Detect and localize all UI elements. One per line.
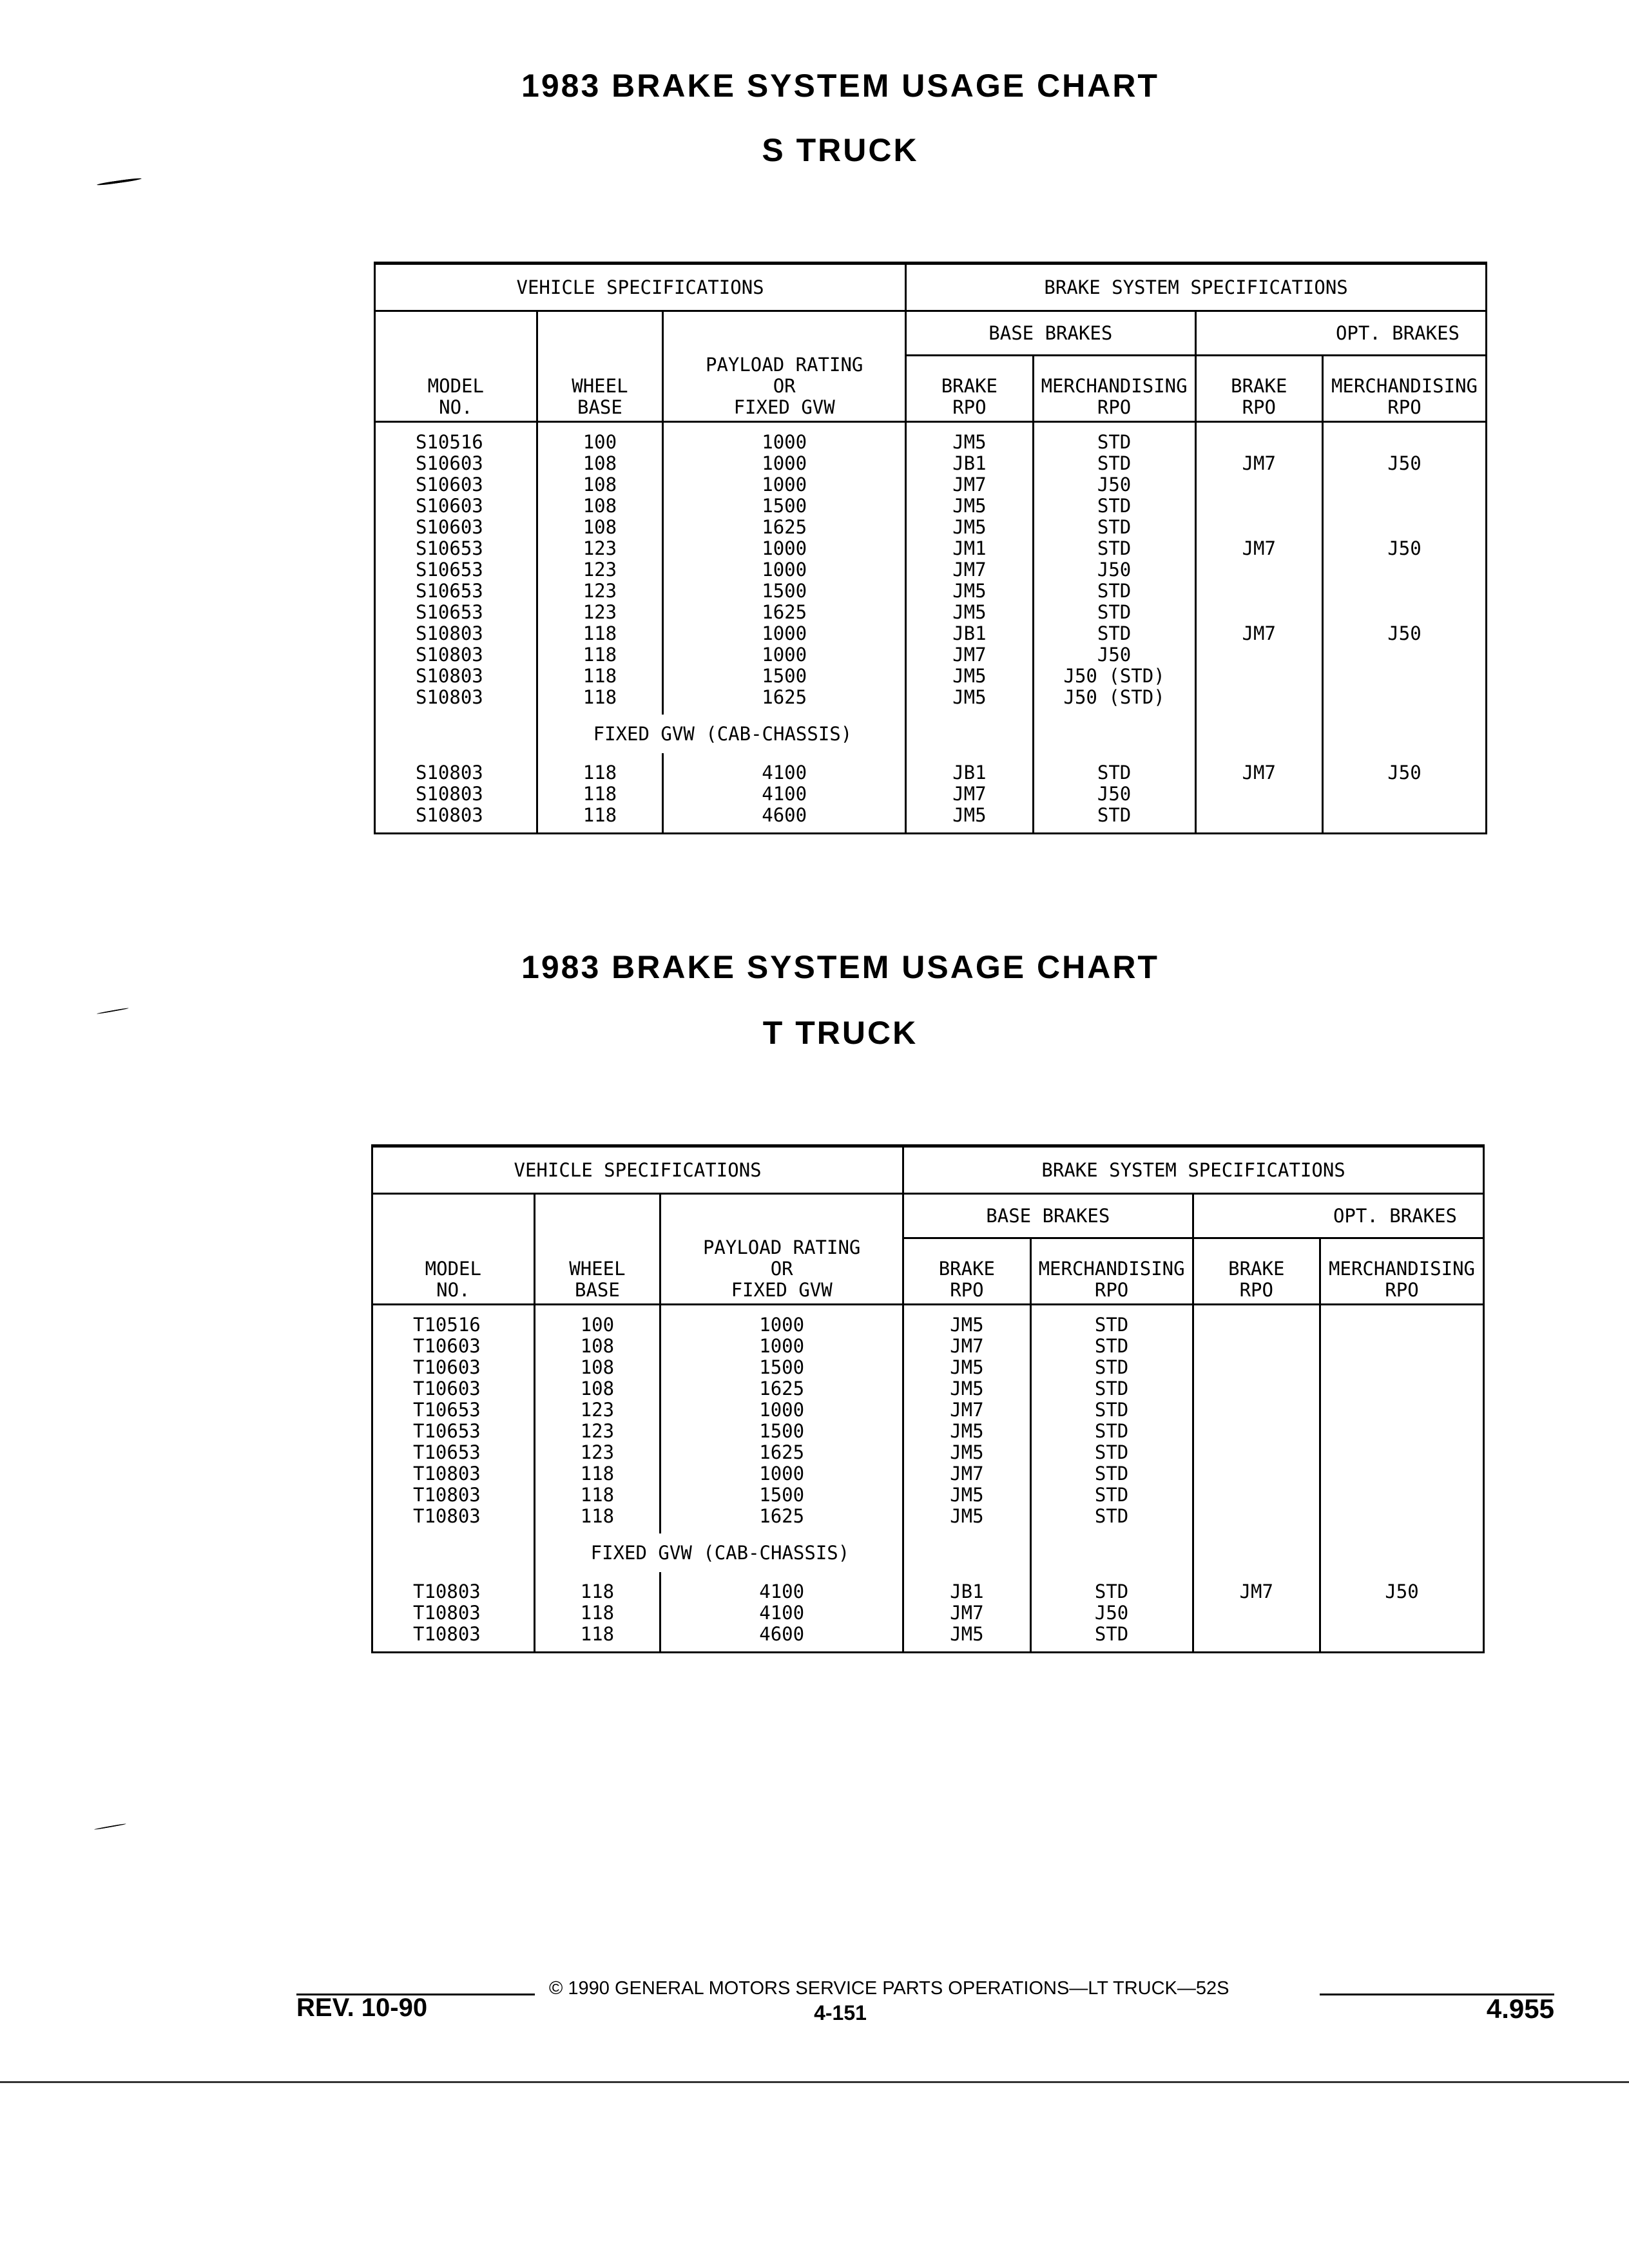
table-cell: 4100 <box>759 1602 805 1624</box>
table-cell: 118 <box>583 665 617 687</box>
table-cell: STD <box>1097 537 1132 559</box>
table-cell <box>1324 559 1485 581</box>
table-cell: 4600 <box>759 1623 805 1645</box>
table-cell: T10653 <box>413 1441 481 1463</box>
table-cell: 118 <box>580 1602 615 1624</box>
table-cell: 1000 <box>759 1399 805 1421</box>
table-cell: JM7 <box>1242 622 1276 644</box>
table-cell: T10603 <box>413 1356 481 1378</box>
table-cell: STD <box>1094 1463 1129 1485</box>
table-cell: J50 <box>1097 559 1132 581</box>
opt-brake-rpo-cell <box>1193 1572 1320 1653</box>
merch-rpo-cell <box>1030 1572 1193 1653</box>
opt-merch-rpo-header: MERCHANDISING RPO <box>1323 356 1487 422</box>
table-cell: S10803 <box>416 644 483 666</box>
table-row-block <box>372 1572 1484 1653</box>
footer-revision: REV. 10-90 <box>296 1994 428 2022</box>
table-cell <box>1321 1378 1483 1399</box>
table-cell <box>1321 1602 1483 1624</box>
table-cell: 1625 <box>762 516 807 538</box>
table-cell: 4600 <box>762 804 807 826</box>
table-cell: 1000 <box>762 474 807 495</box>
fixed-gvw-label: FIXED GVW (CAB-CHASSIS) <box>537 715 905 753</box>
vehicle-specs-header: VEHICLE SPECIFICATIONS <box>372 1146 903 1194</box>
model-header: MODEL NO. <box>375 311 537 422</box>
table-cell <box>1324 666 1485 687</box>
payload-header: PAYLOAD RATING OR FIXED GVW <box>660 1194 903 1305</box>
table-cell: 118 <box>580 1623 615 1645</box>
table-cell: STD <box>1097 804 1132 826</box>
table-cell: 1500 <box>762 580 807 602</box>
table-cell: STD <box>1097 622 1132 644</box>
table-cell: JM5 <box>952 665 987 687</box>
fixed-gvw-row <box>372 1533 1484 1572</box>
table-cell: 1625 <box>762 601 807 623</box>
table-cell <box>1194 1357 1320 1378</box>
table-cell: 118 <box>583 644 617 666</box>
spacer-cell <box>375 715 537 753</box>
table-cell: 1625 <box>762 686 807 708</box>
table-cell: 123 <box>583 580 617 602</box>
table-cell: 118 <box>583 622 617 644</box>
table-cell: JM5 <box>952 686 987 708</box>
table-cell: STD <box>1097 762 1132 783</box>
table-cell: STD <box>1094 1399 1129 1421</box>
table-cell: S10516 <box>416 431 483 453</box>
table-cell: T10803 <box>413 1463 481 1485</box>
table-cell: 118 <box>580 1484 615 1506</box>
table-cell: JM5 <box>952 601 987 623</box>
table-cell: J50 (STD) <box>1063 665 1165 687</box>
table-cell: JM7 <box>952 644 987 666</box>
table-cell: STD <box>1097 431 1132 453</box>
table-cell: 100 <box>583 431 617 453</box>
table-cell: 1000 <box>759 1335 805 1357</box>
table-cell: 123 <box>580 1441 615 1463</box>
table-cell: T10803 <box>413 1484 481 1506</box>
table-cell <box>1194 1378 1320 1399</box>
opt-brake-rpo-header: BRAKE RPO <box>1195 356 1323 422</box>
table-cell <box>1194 1421 1320 1442</box>
table-row-block <box>375 753 1487 834</box>
opt-merch-rpo-header: MERCHANDISING RPO <box>1320 1238 1484 1305</box>
spacer-cell <box>1320 1533 1484 1572</box>
table-cell: 1500 <box>762 665 807 687</box>
table-cell: STD <box>1094 1581 1129 1602</box>
table-cell: 108 <box>580 1356 615 1378</box>
spacer-cell <box>903 1533 1031 1572</box>
table-cell <box>1197 783 1322 805</box>
table-cell: JM5 <box>950 1441 984 1463</box>
model-cell <box>372 1305 535 1534</box>
s-chart-title: 1983 BRAKE SYSTEM USAGE CHART <box>521 68 1159 104</box>
opt-merch-rpo-cell <box>1320 1305 1484 1534</box>
table-cell <box>1321 1399 1483 1421</box>
table-cell <box>1324 474 1485 495</box>
table-row-block <box>372 1305 1484 1534</box>
table-cell <box>1194 1485 1320 1506</box>
footer-section-number: 4.955 <box>1486 1994 1554 2024</box>
table-cell: 108 <box>583 516 617 538</box>
merch-rpo-cell <box>1033 753 1195 834</box>
table-cell: JM5 <box>950 1484 984 1506</box>
table-cell: 4100 <box>762 762 807 783</box>
table-cell: 118 <box>583 804 617 826</box>
table-cell: J50 <box>1097 644 1132 666</box>
brake-rpo-cell <box>903 1572 1031 1653</box>
payload-cell <box>660 1305 903 1534</box>
table-cell: S10653 <box>416 580 483 602</box>
table-cell: 1000 <box>762 452 807 474</box>
table-cell: JM7 <box>950 1602 984 1624</box>
brake-rpo-header: BRAKE RPO <box>906 356 1034 422</box>
table-cell: JM5 <box>950 1623 984 1645</box>
table-cell: S10803 <box>416 783 483 805</box>
table-cell: 123 <box>583 601 617 623</box>
table-cell: T10803 <box>413 1602 481 1624</box>
wheelbase-cell <box>537 422 663 715</box>
footer-copyright: © 1990 GENERAL MOTORS SERVICE PARTS OPERATIONS—LT TRUCK—52S <box>549 1978 1229 1999</box>
table-cell: 4100 <box>759 1581 805 1602</box>
table-cell <box>1324 432 1485 453</box>
spacer-cell <box>1323 715 1487 753</box>
table-cell: 108 <box>580 1378 615 1399</box>
table-cell: JM5 <box>950 1356 984 1378</box>
table-cell: S10653 <box>416 537 483 559</box>
table-cell: JM7 <box>1242 762 1276 783</box>
table-cell <box>1194 1442 1320 1463</box>
table-cell <box>1324 602 1485 623</box>
table-cell: 123 <box>583 537 617 559</box>
table-cell: 123 <box>580 1420 615 1442</box>
table-cell: JB1 <box>952 622 987 644</box>
table-cell: T10653 <box>413 1399 481 1421</box>
table-cell <box>1197 495 1322 517</box>
table-cell: STD <box>1094 1356 1129 1378</box>
base-brakes-header: BASE BRAKES <box>903 1194 1193 1238</box>
table-cell: JM5 <box>952 431 987 453</box>
payload-header: PAYLOAD RATING OR FIXED GVW <box>663 311 906 422</box>
t-chart-title: 1983 BRAKE SYSTEM USAGE CHART <box>521 949 1159 985</box>
table-cell: 123 <box>583 559 617 581</box>
spacer-cell <box>372 1533 535 1572</box>
table-cell: 1000 <box>762 431 807 453</box>
opt-brake-rpo-cell <box>1195 753 1323 834</box>
table-cell: S10603 <box>416 474 483 495</box>
table-cell: STD <box>1094 1623 1129 1645</box>
wheelbase-cell <box>534 1572 660 1653</box>
opt-brake-rpo-header: BRAKE RPO <box>1193 1238 1320 1305</box>
table-cell <box>1321 1624 1483 1645</box>
model-cell <box>375 422 537 715</box>
table-cell: 1000 <box>762 559 807 581</box>
table-cell: 1000 <box>762 622 807 644</box>
table-cell <box>1197 517 1322 538</box>
opt-merch-rpo-cell <box>1323 753 1487 834</box>
model-header: MODEL NO. <box>372 1194 535 1305</box>
table-cell <box>1324 644 1485 666</box>
table-cell: T10803 <box>413 1581 481 1602</box>
table-cell: STD <box>1094 1484 1129 1506</box>
table-cell: 108 <box>583 495 617 517</box>
scan-mark <box>97 1008 129 1015</box>
table-cell <box>1194 1399 1320 1421</box>
opt-brake-rpo-cell <box>1195 422 1323 715</box>
table-cell: STD <box>1094 1441 1129 1463</box>
brake-rpo-cell <box>903 1305 1031 1534</box>
brake-rpo-header: BRAKE RPO <box>903 1238 1031 1305</box>
table-cell: JM7 <box>952 783 987 805</box>
table-cell: J50 (STD) <box>1063 686 1165 708</box>
table-cell: JB1 <box>952 452 987 474</box>
table-cell: 1000 <box>762 644 807 666</box>
table-cell: JM7 <box>1239 1581 1273 1602</box>
table-cell: 118 <box>580 1505 615 1527</box>
table-cell <box>1321 1485 1483 1506</box>
table-cell <box>1197 581 1322 602</box>
table-cell <box>1197 559 1322 581</box>
payload-cell <box>660 1572 903 1653</box>
table-cell: STD <box>1094 1505 1129 1527</box>
brake-specs-header: BRAKE SYSTEM SPECIFICATIONS <box>906 264 1487 311</box>
table-cell: STD <box>1097 601 1132 623</box>
table-cell: STD <box>1094 1335 1129 1357</box>
table-row-block <box>375 422 1487 715</box>
table-cell <box>1324 581 1485 602</box>
model-cell <box>372 1572 535 1653</box>
table-cell: T10603 <box>413 1335 481 1357</box>
table-cell: JM5 <box>950 1314 984 1336</box>
table-cell: JM5 <box>952 580 987 602</box>
table-cell: J50 <box>1387 622 1422 644</box>
brake-rpo-cell <box>906 753 1034 834</box>
merch-rpo-cell <box>1030 1305 1193 1534</box>
table-cell: 1500 <box>762 495 807 517</box>
footer-page-number: 4-151 <box>814 2001 867 2024</box>
table-cell: JM5 <box>952 495 987 517</box>
table-cell: STD <box>1097 452 1132 474</box>
table-cell: STD <box>1097 580 1132 602</box>
table-cell: J50 <box>1097 783 1132 805</box>
opt-brake-rpo-cell <box>1193 1305 1320 1534</box>
table-cell <box>1321 1314 1483 1336</box>
opt-brakes-header: OPT. BRAKES <box>1195 311 1486 356</box>
table-cell: S10603 <box>416 452 483 474</box>
table-cell: JB1 <box>952 762 987 783</box>
base-brakes-header: BASE BRAKES <box>906 311 1195 356</box>
table-cell <box>1321 1463 1483 1485</box>
table-cell: 108 <box>583 452 617 474</box>
table-cell: 118 <box>583 762 617 783</box>
spacer-cell <box>1033 715 1195 753</box>
table-cell <box>1324 805 1485 826</box>
table-cell: J50 <box>1097 474 1132 495</box>
table-cell <box>1324 783 1485 805</box>
table-cell: T10516 <box>413 1314 481 1336</box>
table-cell: 118 <box>583 783 617 805</box>
table-cell <box>1321 1421 1483 1442</box>
table-cell: J50 <box>1385 1581 1419 1602</box>
table-cell: JM7 <box>952 559 987 581</box>
table-cell <box>1324 495 1485 517</box>
brake-rpo-cell <box>906 422 1034 715</box>
table-cell <box>1197 687 1322 708</box>
table-cell: 123 <box>580 1399 615 1421</box>
table-cell: JB1 <box>950 1581 984 1602</box>
spacer-cell <box>1193 1533 1320 1572</box>
table-cell: T10803 <box>413 1623 481 1645</box>
table-cell: 1000 <box>759 1314 805 1336</box>
table-cell: 1500 <box>759 1484 805 1506</box>
table-cell <box>1197 644 1322 666</box>
table-cell <box>1321 1506 1483 1527</box>
table-cell: 108 <box>583 474 617 495</box>
table-cell <box>1197 602 1322 623</box>
table-cell: 1500 <box>759 1356 805 1378</box>
table-cell: 118 <box>580 1581 615 1602</box>
table-cell: STD <box>1094 1314 1129 1336</box>
merch-rpo-header: MERCHANDISING RPO <box>1033 356 1195 422</box>
table-cell: 1000 <box>762 537 807 559</box>
table-cell: JM5 <box>950 1378 984 1399</box>
table-cell: S10653 <box>416 601 483 623</box>
model-cell <box>375 753 537 834</box>
table-cell: S10803 <box>416 686 483 708</box>
table-cell: JM7 <box>950 1463 984 1485</box>
table-cell: 1625 <box>759 1378 805 1399</box>
table-cell <box>1324 517 1485 538</box>
wheelbase-header: WHEEL BASE <box>534 1194 660 1305</box>
table-cell: STD <box>1094 1420 1129 1442</box>
table-cell: T10603 <box>413 1378 481 1399</box>
table-cell: JM7 <box>1242 537 1276 559</box>
table-cell: 1000 <box>759 1463 805 1485</box>
table-cell: J50 <box>1094 1602 1129 1624</box>
wheelbase-header: WHEEL BASE <box>537 311 663 422</box>
table-cell: J50 <box>1387 762 1422 783</box>
table-cell <box>1194 1463 1320 1485</box>
merch-rpo-cell <box>1033 422 1195 715</box>
table-cell: S10653 <box>416 559 483 581</box>
table-cell <box>1197 474 1322 495</box>
table-cell: J50 <box>1387 452 1422 474</box>
table-cell: JM7 <box>952 474 987 495</box>
table-cell: T10803 <box>413 1505 481 1527</box>
table-cell: S10603 <box>416 516 483 538</box>
table-cell: 100 <box>580 1314 615 1336</box>
scan-mark <box>94 1823 126 1831</box>
s-chart-subtitle: S TRUCK <box>762 132 919 168</box>
table-cell: STD <box>1097 516 1132 538</box>
payload-cell <box>663 753 906 834</box>
table-cell: S10803 <box>416 762 483 783</box>
s-truck-brake-table <box>374 262 1487 834</box>
table-cell: JM5 <box>950 1420 984 1442</box>
table-cell: 118 <box>580 1463 615 1485</box>
scan-mark <box>97 177 142 186</box>
wheelbase-cell <box>534 1305 660 1534</box>
table-cell: 1625 <box>759 1441 805 1463</box>
page-bottom-rule <box>0 2081 1629 2083</box>
table-cell: JM1 <box>952 537 987 559</box>
table-cell <box>1194 1624 1320 1645</box>
spacer-cell <box>1030 1533 1193 1572</box>
payload-cell <box>663 422 906 715</box>
table-cell <box>1197 432 1322 453</box>
table-cell: STD <box>1097 495 1132 517</box>
table-cell: JM7 <box>950 1399 984 1421</box>
table-cell <box>1194 1314 1320 1336</box>
vehicle-specs-header: VEHICLE SPECIFICATIONS <box>375 264 906 311</box>
table-cell <box>1197 805 1322 826</box>
table-cell: JM5 <box>952 804 987 826</box>
t-chart-subtitle: T TRUCK <box>762 1015 918 1051</box>
table-cell <box>1194 1506 1320 1527</box>
fixed-gvw-label: FIXED GVW (CAB-CHASSIS) <box>534 1533 903 1572</box>
opt-merch-rpo-cell <box>1323 422 1487 715</box>
table-cell: JM5 <box>952 516 987 538</box>
table-cell <box>1321 1442 1483 1463</box>
table-cell: S10803 <box>416 622 483 644</box>
table-cell: JM7 <box>950 1335 984 1357</box>
merch-rpo-header: MERCHANDISING RPO <box>1030 1238 1193 1305</box>
table-cell: T10653 <box>413 1420 481 1442</box>
table-cell <box>1321 1336 1483 1357</box>
table-cell: S10803 <box>416 665 483 687</box>
table-cell: 118 <box>583 686 617 708</box>
table-cell: S10803 <box>416 804 483 826</box>
wheelbase-cell <box>537 753 663 834</box>
fixed-gvw-row <box>375 715 1487 753</box>
brake-specs-header: BRAKE SYSTEM SPECIFICATIONS <box>903 1146 1484 1194</box>
table-cell <box>1324 687 1485 708</box>
opt-brakes-header: OPT. BRAKES <box>1193 1194 1483 1238</box>
table-cell: JM5 <box>950 1505 984 1527</box>
spacer-cell <box>906 715 1034 753</box>
table-cell: JM7 <box>1242 452 1276 474</box>
table-cell: 1500 <box>759 1420 805 1442</box>
table-cell <box>1197 666 1322 687</box>
table-cell <box>1321 1357 1483 1378</box>
opt-merch-rpo-cell <box>1320 1572 1484 1653</box>
table-cell: STD <box>1094 1378 1129 1399</box>
t-truck-brake-table <box>371 1144 1485 1653</box>
table-cell: 1625 <box>759 1505 805 1527</box>
table-cell <box>1194 1602 1320 1624</box>
spacer-cell <box>1195 715 1323 753</box>
table-cell: J50 <box>1387 537 1422 559</box>
table-cell: 4100 <box>762 783 807 805</box>
table-cell <box>1194 1336 1320 1357</box>
table-cell: S10603 <box>416 495 483 517</box>
table-cell: 108 <box>580 1335 615 1357</box>
